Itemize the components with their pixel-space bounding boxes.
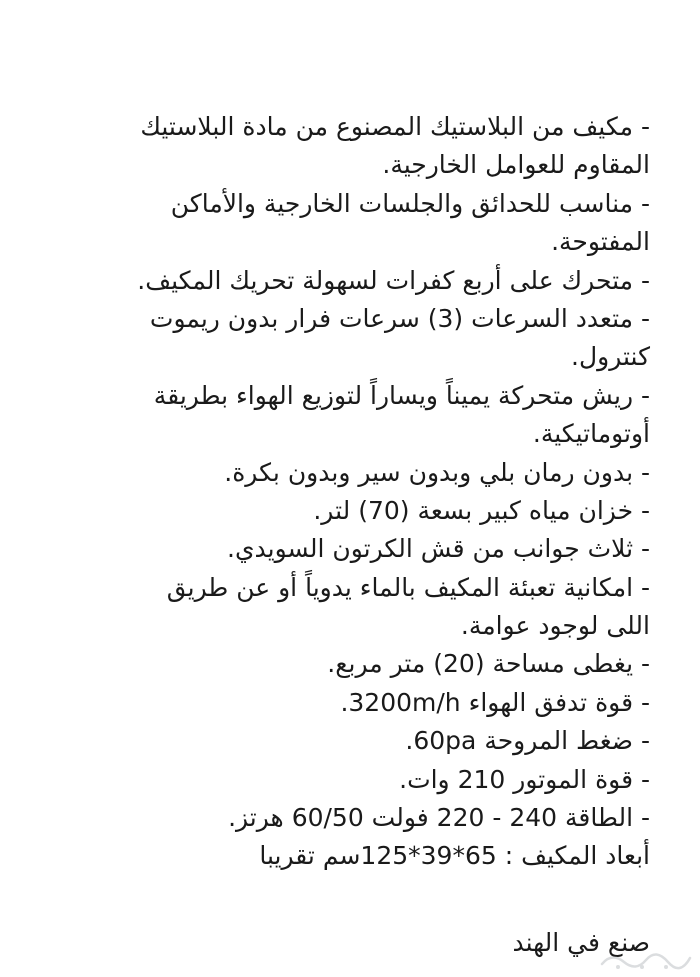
description-line: - مكيف من البلاستيك المصنوع من مادة البلاستيك xyxy=(140,112,650,141)
product-description xyxy=(20,108,650,876)
description-line: - ضغط المروحة 60pa. xyxy=(405,726,650,756)
description-line: - يغطى مساحة (20) متر مربع. xyxy=(327,649,650,679)
country-of-origin: صنع في الهند xyxy=(512,928,650,957)
description-line: - قوة تدفق الهواء 3200m/h. xyxy=(340,687,650,717)
description-line: - ثلاث جوانب من قش الكرتون السويدي. xyxy=(227,534,650,564)
description-line: - مناسب للحدائق والجلسات الخارجية والأماكن xyxy=(170,188,650,218)
description-line: - الطاقة 240 - 220 فولت 60/50 هرتز. xyxy=(228,803,650,833)
watermark-logo-icon xyxy=(598,948,694,972)
description-line: - بدون رمان بلي وبدون سير وبدون بكرة. xyxy=(224,457,650,487)
description-line: اللى لوجود عوامة. xyxy=(460,611,650,641)
description-line: - قوة الموتور 210 وات. xyxy=(399,764,650,794)
description-line: - امكانية تعبئة المكيف بالماء يدوياً أو عن طريق xyxy=(166,572,650,602)
description-line: - متعدد السرعات (3) سرعات فرار بدون ريموت xyxy=(149,303,650,333)
description-line: المقاوم للعوامل الخارجية. xyxy=(382,150,650,180)
description-line: المفتوحة. xyxy=(551,227,650,257)
description-line: - خزان مياه كبير بسعة (70) لتر. xyxy=(313,495,650,525)
description-line: - متحرك على أربع كفرات لسهولة تحريك المكيف. xyxy=(137,265,650,295)
description-line: أوتوماتيكية. xyxy=(532,419,650,449)
description-line: كنترول. xyxy=(571,342,650,372)
description-line: - ريش متحركة يميناً ويساراً لتوزيع الهواء بطريقة xyxy=(153,380,650,410)
description-line: أبعاد المكيف : 65*39*125سم تقريبا xyxy=(259,841,650,871)
